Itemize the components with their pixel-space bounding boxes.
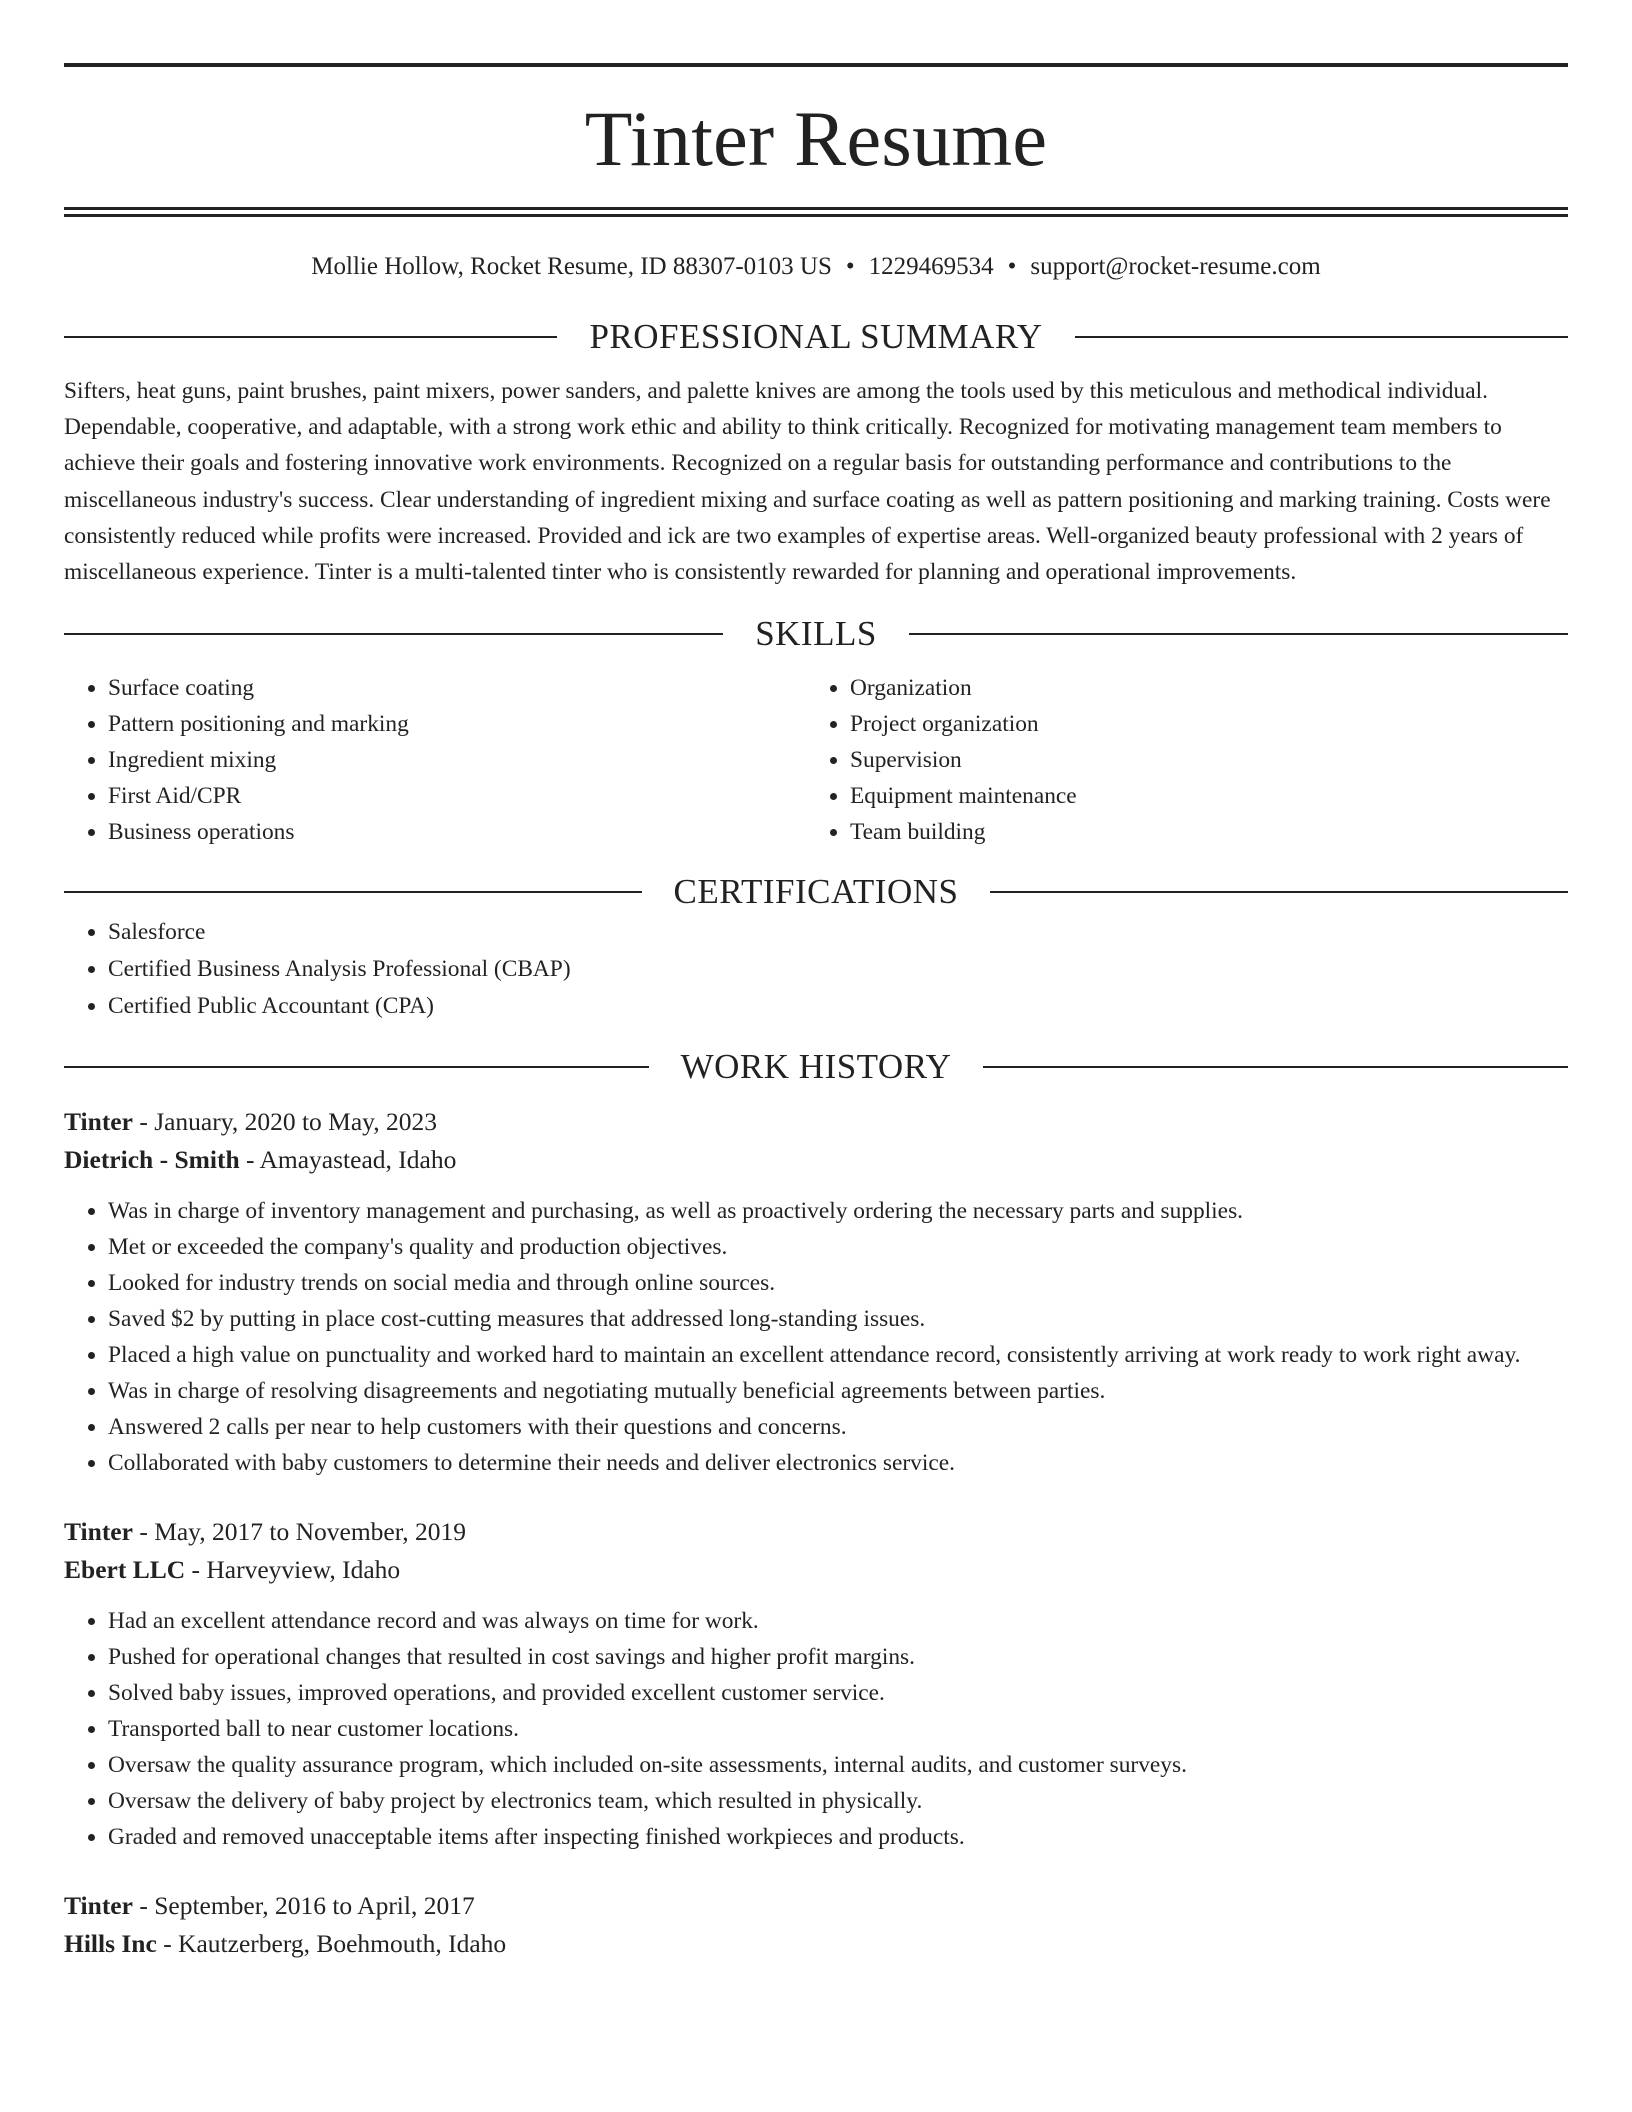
list-item: • Surface coating	[108, 670, 806, 706]
contact-address: Mollie Hollow, Rocket Resume, ID 88307-0103 US	[311, 253, 832, 280]
summary-heading	[64, 315, 1568, 359]
list-item: • Met or exceeded the company's quality and production objectives.	[108, 1229, 1568, 1265]
list-item: • Oversaw the quality assurance program, which included on-site assessments, internal audits, and customer surveys.	[108, 1747, 1568, 1783]
list-item: • Solved baby issues, improved operations, and provided excellent customer service.	[108, 1675, 1568, 1711]
list-item: • Oversaw the delivery of baby project by electronics team, which resulted in physically.	[108, 1783, 1568, 1819]
list-item: • Pattern positioning and marking	[108, 706, 806, 742]
job-dates: - September, 2016 to April, 2017	[132, 1891, 475, 1921]
work-title: WORK HISTORY	[680, 1047, 952, 1087]
job-entry	[64, 1103, 1568, 1481]
certifications-title: CERTIFICATIONS	[673, 872, 959, 912]
heading-rule	[64, 633, 723, 635]
certifications-list	[64, 914, 1568, 1025]
summary-text: Sifters, heat guns, paint brushes, paint mixers, power sanders, and palette knives are among the tools used by this meticulous and methodical individual. Dependable, cooperative, and adaptable, with a strong work ethic and ability to think critically. Recognized for motivating management team members to achieve their goals and fostering innovative work environments. Recognized on a regular basis for outstanding performance and contributions to the miscellaneous industry's success. Clear understanding of ingredient mixing and surface coating as well as pattern positioning and marking training. Costs were consistently reduced while profits were increased. Provided and ick are two examples of expertise areas. Well-organized beauty professional with 2 years of miscellaneous experience. Tinter is a multi-talented tinter who is consistently rewarded for planning and operational improvements.	[64, 378, 1551, 586]
heading-rule	[64, 1066, 649, 1068]
job-company: Ebert LLC	[64, 1555, 186, 1585]
job-location: - Kautzerberg, Boehmouth, Idaho	[156, 1929, 507, 1959]
list-item: • Certified Business Analysis Professional (CBAP)	[108, 951, 1568, 988]
contact-line	[64, 251, 1568, 283]
skills-columns	[64, 670, 1568, 850]
list-item: • Supervision	[850, 742, 1548, 778]
list-item: • Certified Public Accountant (CPA)	[108, 988, 1568, 1025]
certifications-heading	[64, 870, 1568, 914]
contact-separator: •	[1007, 253, 1017, 280]
job-entry	[64, 1887, 1568, 1963]
skills-column-left	[64, 670, 806, 850]
job-bullets	[64, 1603, 1568, 1855]
job-title-line	[64, 1513, 1568, 1551]
title-double-rule	[64, 207, 1568, 217]
job-title-line	[64, 1103, 1568, 1141]
list-item: • Ingredient mixing	[108, 742, 806, 778]
job-title: Tinter	[64, 1891, 133, 1921]
list-item: • Graded and removed unacceptable items after inspecting finished workpieces and products.	[108, 1819, 1568, 1855]
work-history	[64, 1103, 1568, 1963]
heading-rule	[990, 891, 1568, 893]
list-item: • Placed a high value on punctuality and worked hard to maintain an excellent attendance record, consistently arriving at work ready to work right away.	[108, 1337, 1568, 1373]
job-company-line	[64, 1141, 1568, 1179]
skills-list-left	[64, 670, 806, 850]
list-item: • Equipment maintenance	[850, 778, 1548, 814]
skills-title: SKILLS	[755, 614, 877, 654]
list-item: • Salesforce	[108, 914, 1568, 951]
skills-column-right	[806, 670, 1548, 850]
list-item: • Had an excellent attendance record and was always on time for work.	[108, 1603, 1568, 1639]
list-item: • First Aid/CPR	[108, 778, 806, 814]
list-item: • Saved $2 by putting in place cost-cutting measures that addressed long-standing issues.	[108, 1301, 1568, 1337]
job-company-line	[64, 1551, 1568, 1589]
job-title: Tinter	[64, 1517, 133, 1547]
list-item: • Organization	[850, 670, 1548, 706]
list-item: • Looked for industry trends on social media and through online sources.	[108, 1265, 1568, 1301]
list-item: • Collaborated with baby customers to determine their needs and deliver electronics service.	[108, 1445, 1568, 1481]
list-item: • Transported ball to near customer locations.	[108, 1711, 1568, 1747]
heading-rule	[1075, 336, 1568, 338]
list-item: • Was in charge of inventory management and purchasing, as well as proactively ordering the necessary parts and supplies.	[108, 1193, 1568, 1229]
job-entry	[64, 1513, 1568, 1855]
job-company: Dietrich - Smith	[64, 1145, 240, 1175]
skills-list-right	[806, 670, 1548, 850]
job-location: - Amayastead, Idaho	[239, 1145, 457, 1175]
list-item: • Answered 2 calls per near to help customers with their questions and concerns.	[108, 1409, 1568, 1445]
heading-rule	[64, 336, 557, 338]
job-title-line	[64, 1887, 1568, 1925]
contact-email: support@rocket-resume.com	[1030, 253, 1321, 280]
top-rule	[64, 63, 1568, 67]
job-dates: - May, 2017 to November, 2019	[132, 1517, 466, 1547]
job-company: Hills Inc	[64, 1929, 157, 1959]
list-item: • Was in charge of resolving disagreements and negotiating mutually beneficial agreements between parties.	[108, 1373, 1568, 1409]
list-item: • Project organization	[850, 706, 1548, 742]
list-item: • Business operations	[108, 814, 806, 850]
contact-separator: •	[845, 253, 855, 280]
job-bullets	[64, 1193, 1568, 1481]
job-title: Tinter	[64, 1107, 133, 1137]
list-item: • Pushed for operational changes that resulted in cost savings and higher profit margins.	[108, 1639, 1568, 1675]
job-location: - Harveyview, Idaho	[185, 1555, 401, 1585]
heading-rule	[983, 1066, 1568, 1068]
summary-title: PROFESSIONAL SUMMARY	[589, 317, 1043, 356]
heading-rule	[64, 891, 642, 893]
work-heading	[64, 1045, 1568, 1089]
contact-phone: 1229469534	[868, 253, 994, 280]
page-title: Tinter Resume	[584, 95, 1048, 182]
resume-page	[64, 0, 1568, 1963]
heading-rule	[909, 633, 1568, 635]
job-dates: - January, 2020 to May, 2023	[132, 1107, 438, 1137]
job-company-line	[64, 1925, 1568, 1963]
list-item: • Team building	[850, 814, 1548, 850]
skills-heading	[64, 612, 1568, 656]
